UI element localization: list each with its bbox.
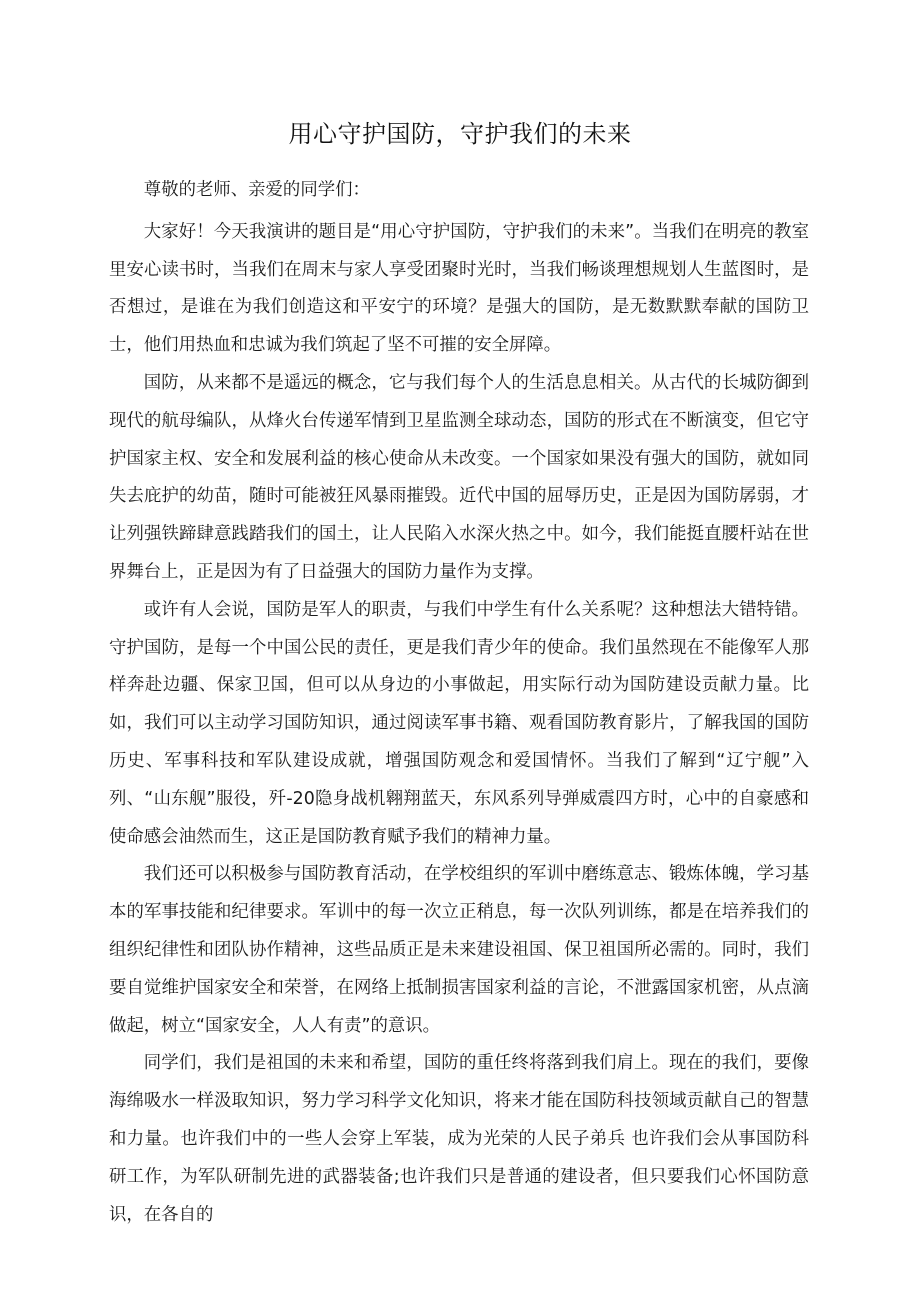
document-body: [109, 172, 809, 1234]
paragraph: 或许有人会说，国防是军人的职责，与我们中学生有什么关系呢？这种想法大错特错。守护国防，是每一个中国公民的责任，更是我们青少年的使命。我们虽然现在不能像军人那样奔赴边疆、保家卫国，但可以从身边的小事做起，用实际行动为国防建设贡献力量。比如，我们可以主动学习国防知识，通过阅读军事书籍、观看国防教育影片，了解我国的国防历史、军事科技和军队建设成就，增强国防观念和爱国情怀。当我们了解到“辽宁舰”入列、“山东舰”服役，歼-20隐身战机翱翔蓝天，东风系列导弹威震四方时，心中的自豪感和使命感会油然而生，这正是国防教育赋予我们的精神力量。: [109, 599, 809, 847]
paragraph: 大家好！今天我演讲的题目是“用心守护国防，守护我们的未来”。当我们在明亮的教室里安心读书时，当我们在周末与家人享受团聚时光时，当我们畅谈理想规划人生蓝图时，是否想过，是谁在为我们创造这和平安宁的环境？是强大的国防，是无数默默奉献的国防卫士，他们用热血和忠诚为我们筑起了坚不可摧的安全屏障。: [109, 221, 809, 356]
paragraph: 国防，从来都不是遥远的概念，它与我们每个人的生活息息相关。从古代的长城防御到现代的航母编队，从烽火台传递军情到卫星监测全球动态，国防的形式在不断演变，但它守护国家主权、安全和发展利益的核心使命从未改变。一个国家如果没有强大的国防，就如同失去庇护的幼苗，随时可能被狂风暴雨摧毁。近代中国的屈辱历史，正是因为国防孱弱，才让列强铁蹄肆意践踏我们的国土，让人民陷入水深火热之中。如今，我们能挺直腰杆站在世界舞台上，正是因为有了日益强大的国防力量作为支撑。: [109, 372, 809, 582]
paragraph: 同学们，我们是祖国的未来和希望，国防的重任终将落到我们肩上。现在的我们，要像海绵吸水一样汲取知识，努力学习科学文化知识，将来才能在国防科技领域贡献自己的智慧和力量。也许我们中的一些人会穿上军装，成为光荣的人民子弟兵 也许我们会从事国防科研工作，为军队研制先进的武器装备;也许我们只是普通的建设者，但只要我们心怀国防意识，在各自的: [109, 1053, 809, 1225]
paragraph: 我们还可以积极参与国防教育活动，在学校组织的军训中磨练意志、锻炼体魄，学习基本的军事技能和纪律要求。军训中的每一次立正稍息，每一次队列训练，都是在培养我们的组织纪律性和团队协作精神，这些品质正是未来建设祖国、保卫祖国所必需的。同时，我们要自觉维护国家安全和荣誉，在网络上抵制损害国家利益的言论，不泄露国家机密，从点滴做起，树立“国家安全，人人有责”的意识。: [109, 864, 809, 1036]
document-title: 用心守护国防，守护我们的未来: [288, 120, 632, 148]
salutation: 尊敬的老师、亲爱的同学们：: [143, 180, 370, 200]
